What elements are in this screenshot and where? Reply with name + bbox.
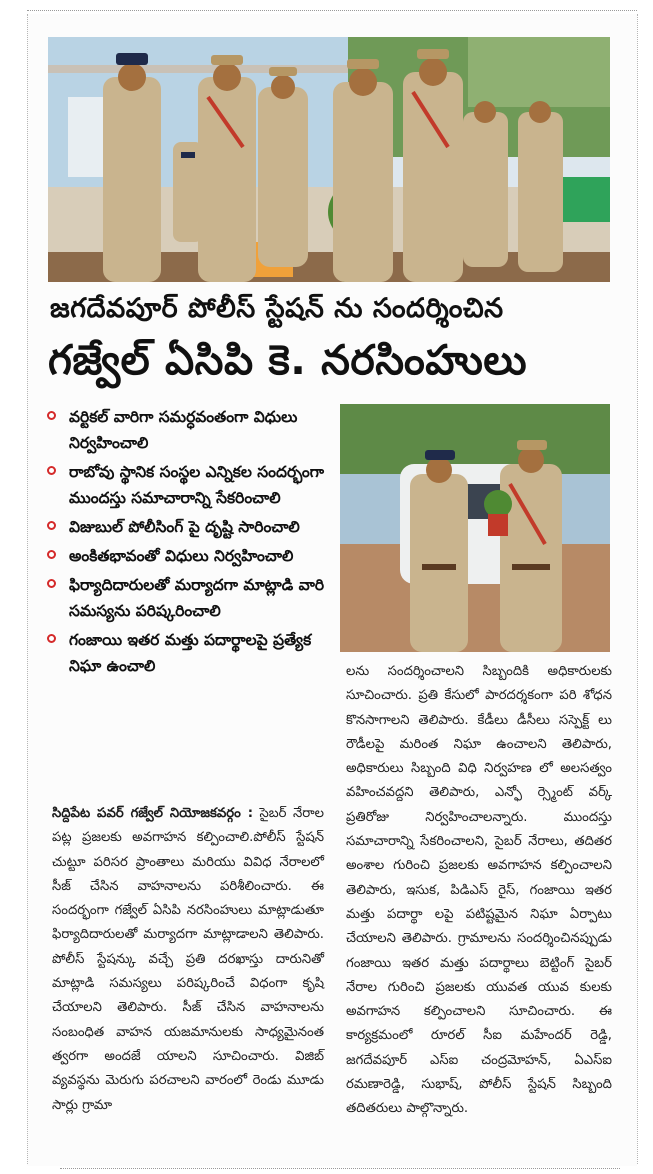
bullet-text: గంజాయి ఇతర మత్తు పదార్థాలపై ప్రత్యేక నిఘా ఉంచాలి [69, 631, 312, 675]
headline-line-2: గజ్వేల్ ఏసిపి కె. నరసింహులు [48, 336, 528, 384]
left-border [27, 14, 28, 1164]
article-text-left: సైబర్ నేరాల పట్ల ప్రజలకు అవగాహన కల్పించాలి.పోలీస్ స్టేషన్ చుట్టూ పరిసర ప్రాంతాలు మరియు వివిధ నేరాలలో సీజ్ చేసిన వాహనాలను పరిశీలించారు. ఈ సందర్భంగా గజ్వేల్ ఏసిపి నరసింహులు మాట్లాడుతూ ఫిర్యాదిదారులతో మర్యాదగా మాట్లాడాలని తెలిపారు. పోలీస్ స్టేషన్కు వచ్చే ప్రతి దరఖాస్తు దారునితో మాట్లాడి సమస్యలు పరిష్కరించే విధంగా కృషి చేయాలని తెలిపారు. సీజ్ చేసిన వాహనాలను సంబంధిత వాహన యజమానులకు సాధ్యమైనంత త్వరగా అందజే యాలని సూచించారు. విజిబ్ వ్యవస్థను మెరుగు పరచాలని వారంలో రెండు మూడు సార్లు గ్రామా [52, 806, 325, 1113]
main-photo [48, 37, 610, 282]
bullet-text: రాబోవు స్థానిక సంస్థల ఎన్నికల సందర్భంగా ముందస్తు సమాచారాన్ని సేకరించాలి [69, 463, 324, 507]
bullet-circle-icon [47, 466, 56, 475]
right-border [637, 14, 638, 1164]
top-rule [27, 10, 637, 11]
bullet-circle-icon [47, 579, 56, 588]
bullet-circle-icon [47, 634, 56, 643]
bullet-text: అంకితభావంతో విధులు నిర్వహించాలి [69, 547, 294, 565]
bullet-item [45, 543, 330, 569]
bullet-text: వర్టికల్ వారిగా సమర్ధవంతంగా విధులు నిర్వహించాలి [69, 408, 298, 452]
bullet-list [45, 404, 330, 682]
headline-line-1: జగదేవపూర్ పోలీస్ స్టేషన్ ను సందర్శించిన [50, 293, 504, 324]
side-photo [340, 404, 610, 652]
bullet-item [45, 572, 330, 624]
article-body-right: లను సందర్శించాలని సిబ్బందికి అధికారులకు సూచించారు. ప్రతి కేసులో పారదర్శకంగా పరి శోధన కొనసాగాలని తెలిపారు. కేడీలు డీసీలు సస్పెక్ట్ లు రౌడీలపై మరింత నిఘా ఉంచాలని తెలిపారు, అధికారులు సిబ్బంది విధి నిర్వహణ లో అలసత్వం వహించవద్దని తెలిపారు, ఎన్ఫో ర్స్మెంట్ వర్క్ ప్రతిరోజు నిర్వహించాలన్నారు. ముందస్తు సమాచారాన్ని సేకరించాలని, సైబర్ నేరాలు, తదితర అంశాల గురించి ప్రజలకు అవగాహన కల్పించాలని తెలిపారు, ఇసుక, పిడిఎస్ రైస్, గంజాయి ఇతర మత్తు పదార్థా లపై పటిష్టమైన నిఘా ఏర్పాటు చేయాలని తెలిపారు. గ్రామాలను సందర్శించినప్పుడు గంజాయి ఇతర మత్తు పదార్థాలు బెట్టింగ్ సైబర్ నేరాల గురించి ప్రజలకు యువత యువ కులకు అవగాహన కల్పించాలని సూచించారు. ఈ కార్యక్రమంలో రూరల్ సీఐ మహేందర్ రెడ్డి, జగదేవపూర్ ఎస్ఐ చంద్రమోహన్, ఏఎస్ఐ రమణారెడ్డి, సుభాష్, పోలీస్ స్టేషన్ సిబ్బంది తదితరులు పాల్గొన్నారు. [346, 664, 612, 1117]
bullet-item [45, 459, 330, 511]
bullet-circle-icon [47, 411, 56, 420]
bottom-rule [60, 1168, 620, 1169]
group-photo-icon [48, 37, 610, 282]
bullet-text: విజుబుల్ పోలీసింగ్ పై దృష్టి సారించాలి [69, 518, 300, 536]
bullet-circle-icon [47, 521, 56, 530]
handshake-photo-icon [340, 404, 610, 652]
article-body-left [52, 802, 324, 1118]
bullet-item [45, 404, 330, 456]
bullet-item [45, 514, 330, 540]
article-lead: సిద్దిపేట పవర్ గజ్వేల్ నియోజకవర్గం : [52, 806, 253, 821]
bullet-text: ఫిర్యాదిదారులతో మర్యాదగా మాట్లాడి వారి సమస్యను పరిష్కరించాలి [69, 576, 325, 620]
bullet-circle-icon [47, 550, 56, 559]
bullet-item [45, 627, 330, 679]
